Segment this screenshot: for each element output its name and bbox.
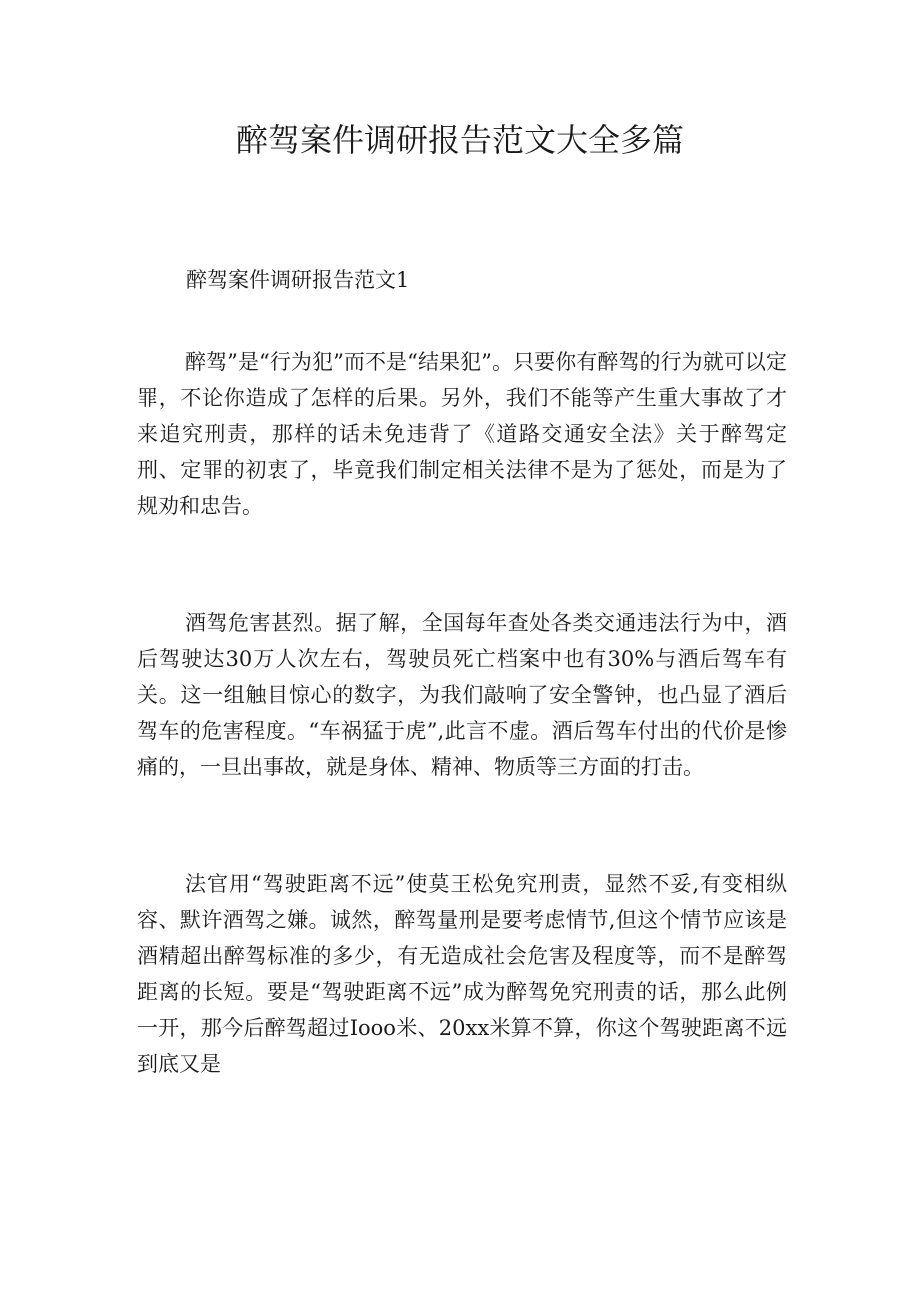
document-title: 醉驾案件调研报告范文大全多篇 [235, 121, 684, 159]
paragraph-1: 醉驾”是“行为犯”而不是“结果犯”。只要你有醉驾的行为就可以定罪，不论你造成了怎样的后果。另外，我们不能等产生重大事故了才来追究刑责，那样的话未免违背了《道路交通安全法》关于醉驾定刑、定罪的初衷了，毕竟我们制定相关法律不是为了惩处，而是为了规劝和忠告。 [137, 350, 787, 518]
paragraph-3: 法官用“驾驶距离不远”使莫王松免究刑责，显然不妥,有变相纵容、默许酒驾之嫌。诚然，醉驾量刑是要考虑情节,但这个情节应该是酒精超出醉驾标准的多少，有无造成社会危害及程度等，而不是醉驾距离的长短。要是“驾驶距离不远”成为醉驾免究刑责的话，那么此例一开，那今后醉驾超过Iooo米、20xx米算不算，你这个驾驶距离不远到底又是 [137, 872, 787, 1076]
section-heading: 醉驾案件调研报告范文1 [186, 268, 410, 292]
paragraph-2: 酒驾危害甚烈。据了解，全国每年查处各类交通违法行为中，酒后驾驶达30万人次左右，驾驶员死亡档案中也有30%与酒后驾车有关。这一组触目惊心的数字，为我们敲响了安全警钟，也凸显了酒后驾车的危害程度。“车祸猛于虎”,此言不虚。酒后驾车付出的代价是惨痛的，一旦出事故，就是身体、精神、物质等三方面的打击。 [137, 611, 787, 779]
